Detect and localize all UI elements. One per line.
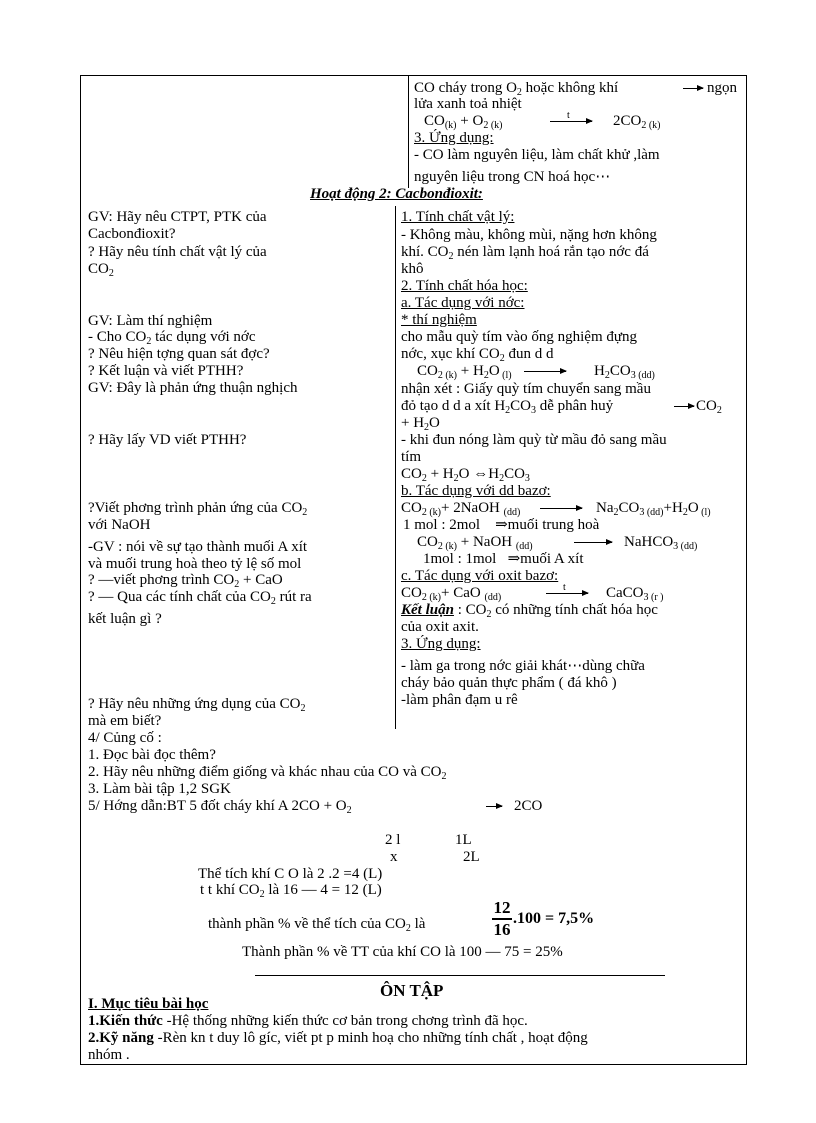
right-eqC-product: $Na_2CO_{3 (dd)}+H_2O$ $_{(l)}$ [596, 500, 711, 518]
fraction-num: 12 [493, 898, 511, 917]
table-divider [395, 206, 396, 729]
bottom-v2: t t khí $CO_2$ là 16 — 4 = 12 (L) [200, 882, 382, 900]
right-conclusion: Kết luận : $CO_2$ có những tính chất hóa học [401, 602, 658, 620]
left-q12: ? — Qua các tính chất của $CO_2$ rút ra [88, 589, 312, 607]
top-heading-3: 3. Ứng dụng: [414, 130, 494, 146]
right-u2: cháy bảo quản thực phẩm ( đá khô ) [401, 675, 617, 691]
right-kld: của oxit axit. [401, 619, 479, 635]
bottom-v4: Thành phần % về TT của khí CO là 100 — 75 = 25% [242, 944, 563, 960]
arrow-7 [546, 593, 588, 594]
right-h1: 1. Tính chất vật lý: [401, 209, 515, 225]
review-h1: I. Mục tiêu bài học [88, 996, 209, 1012]
right-eqB: $CO_2 + H_2O$ $\Leftrightarrow H_2CO_3$ [401, 466, 530, 484]
right-r7-end: $CO_2$ [696, 398, 722, 416]
right-eqD-product: NaHCO$_{3 (dd)}$ [624, 534, 698, 552]
right-h2: 2. Tính chất hóa học: [401, 278, 528, 294]
right-mol1: 1 mol : 2mol ⇒muối trung hoà [403, 517, 600, 533]
arrow-3 [524, 371, 566, 372]
left-q11: ? —viết phơng trình $CO_2$ + CaO [88, 572, 283, 590]
top-eq1-product: $2CO_{2 (k)}$ [613, 113, 661, 131]
right-r5: nớc, xục khí $CO_2$ đun d d [401, 346, 554, 364]
left-q13: ? Hãy nêu những ứng dụng của $CO_2$ [88, 696, 306, 714]
top-line4: - CO làm nguyên liệu, làm chất khử ,làm [414, 147, 660, 163]
ratio-2L: 2L [463, 849, 480, 865]
top-line5: nguyên liệu trong CN hoá học⋯ [414, 169, 611, 185]
left-q12c: kết luận gì ? [88, 611, 162, 627]
ratio-1L: 1L [455, 832, 472, 848]
ratio-2l: 2 l [385, 832, 401, 848]
top-eq1: $CO_{(k)} + O_{2 (k)}$ [424, 113, 503, 131]
arrow-6 [574, 542, 612, 543]
right-r9: - khi đun nóng làm quỳ từ mầu đỏ sang mầu [401, 432, 667, 448]
left-q10: -GV : nói về sự tạo thành muối A xít [88, 539, 308, 555]
top-line1-end: ngọn [707, 80, 737, 96]
top-divider [408, 75, 409, 188]
heat-t-1: t [567, 110, 570, 121]
right-r6: nhận xét : Giấy quỳ tím chuyển sang mầu [401, 381, 651, 397]
top-line2: lửa xanh toả nhiệt [414, 96, 522, 112]
left-q8: ? Hãy lấy VD viết PTHH? [88, 432, 247, 448]
left-q1b: Cacbonđioxit? [88, 226, 176, 242]
arrow-1 [683, 88, 703, 89]
bottom-c4b: 2. Hãy nêu những điểm giống và khác nhau của CO và $CO_2$ [88, 764, 447, 782]
bottom-v1: Thể tích khí C O là 2 .2 =4 (L) [198, 866, 383, 882]
left-q13b: mà em biết? [88, 713, 162, 729]
right-h2b: b. Tác dụng với dd bazơ: [401, 483, 551, 499]
arrow-2 [550, 121, 592, 122]
right-r8: + $H_2O$ [401, 415, 440, 433]
right-eqE-product: CaCO$_{3 (r )}$ [606, 585, 664, 603]
heat-t-2: t [563, 582, 566, 593]
right-r2: khí. $CO_2$ nén làm lạnh hoá rắn tạo nớc đá [401, 244, 649, 262]
left-q7: GV: Đây là phản ứng thuận nghịch [88, 380, 298, 396]
arrow-4 [674, 406, 694, 407]
left-q5: ? Nêu hiện tợng quan sát đợc? [88, 346, 270, 362]
left-q9: ?Viết phơng trình phản ứng của $CO_2$ [88, 500, 308, 518]
bottom-c5: 5/ Hớng dẫn:BT 5 đốt cháy khí A $2CO + O_2$ [88, 798, 352, 816]
top-line1: CO cháy trong $O_2$ hoặc không khí [414, 80, 619, 98]
left-q6: ? Kết luận và viết PTHH? [88, 363, 244, 379]
right-r4: cho mẫu quỳ tím vào ống nghiệm đựng [401, 329, 638, 345]
ratio-x: x [390, 849, 398, 865]
right-r7: đỏ tạo d d a xít $H_2CO_3$ dễ phân huỷ [401, 398, 614, 416]
right-eqE: $CO_{2 (k)}+$ CaO $_{(dd)}$ [401, 585, 502, 603]
bottom-c4c: 3. Làm bài tập 1,2 SGK [88, 781, 231, 797]
arrow-5 [540, 508, 582, 509]
right-r1: - Không màu, không mùi, nặng hơn không [401, 227, 657, 243]
right-eqA: $CO_{2 (k)} + H_2O$ $_{(l)}$ [417, 363, 512, 381]
left-q2b: $CO_2$ [88, 261, 114, 279]
bottom-c4: 4/ Củng cố : [88, 730, 162, 746]
bottom-c4a: 1. Đọc bài đọc thêm? [88, 747, 216, 763]
right-mol2: 1mol : 1mol ⇒muối A xít [423, 551, 584, 567]
arrow-8 [486, 806, 502, 807]
review-k1: 1.Kiến thức -Hệ thống những kiến thức cơ bản trong chơng trình đã học. [88, 1013, 528, 1029]
right-u3: -làm phân đạm u rê [401, 692, 518, 708]
right-eqC: $CO_{2 (k)}+$ 2NaOH $_{(dd)}$ [401, 500, 521, 518]
fraction-den: 16 [493, 920, 511, 939]
right-tn: * thí nghiệm [401, 312, 477, 328]
right-r3: khô [401, 261, 424, 277]
right-h2c: c. Tác dụng với oxit bazơ: [401, 568, 559, 584]
review-title: ÔN TẬP [380, 981, 444, 1000]
left-q2: ? Hãy nêu tính chất vật lý của [88, 244, 267, 260]
bottom-v3-result: .100 = 7,5% [513, 910, 595, 927]
section-rule [255, 975, 665, 976]
right-h2a: a. Tác dụng với nớc: [401, 295, 525, 311]
right-eqA-product: $H_2CO_{3 (dd)}$ [594, 363, 655, 381]
bottom-c5-product: 2CO [514, 798, 543, 814]
right-eqD: $CO_{2 (k)}$ + NaOH $_{(dd)}$ [417, 534, 533, 552]
review-k2: 2.Kỹ năng -Rèn kn t duy lô gíc, viết pt p minh hoạ cho những tính chất , hoạt động [88, 1030, 588, 1046]
section-title: Hoạt động 2: Cacbonđioxit: [310, 186, 483, 202]
bottom-v3: thành phần % về thể tích của $CO_2$ là [208, 916, 426, 934]
right-u1: - làm ga trong nớc giải khát⋯dùng chữa [401, 658, 645, 674]
left-q4: - Cho $CO_2$ tác dụng với nớc [88, 329, 256, 347]
left-q9b: với NaOH [88, 517, 151, 533]
left-q1: GV: Hãy nêu CTPT, PTK của [88, 209, 267, 225]
review-k2c: nhóm . [88, 1047, 130, 1063]
left-q10b: và muối trung hoà theo tỷ lệ số mol [88, 556, 302, 572]
right-h3: 3. Ứng dụng: [401, 636, 481, 652]
right-r10: tím [401, 449, 422, 465]
left-q3: GV: Làm thí nghiệm [88, 313, 213, 329]
